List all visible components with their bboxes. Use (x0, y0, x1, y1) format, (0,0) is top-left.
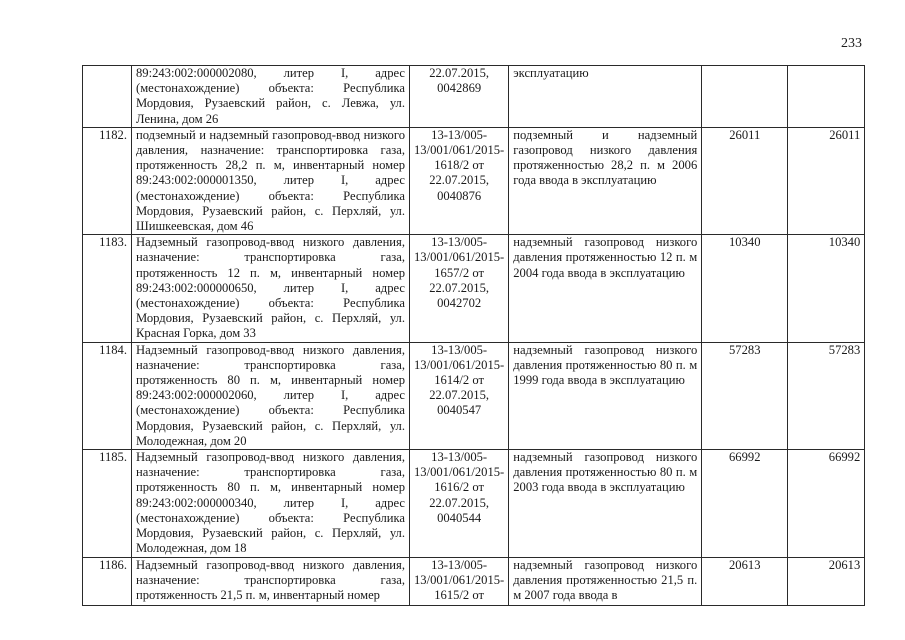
value-text-2: 20613 (828, 557, 861, 572)
object-description: 89:243:002:000002080, литер I, адрес (местонахождение) объекта: Республика Мордовия, Рузаевский район, с. Левжа, ул. Ленина, дом 26 (132, 66, 410, 128)
object-description-text: Надземный газопровод-ввод низкого давления, назначение: транспортировка газа, протяженность 21,5 п. м, инвентарный номер (136, 557, 405, 602)
object-characteristics: надземный газопровод низкого давления протяженностью 80 п. м 1999 года ввода в эксплуатацию (509, 342, 702, 449)
row-number: 1182. (83, 127, 132, 234)
registration-record: 13-13/005-13/001/061/2015-1616/2 от 22.07.2015, 0040544 (410, 450, 509, 557)
table-row (83, 450, 865, 557)
value-cell: 66992 (702, 450, 788, 557)
table-row (83, 66, 865, 128)
value-cell-2: 10340 (788, 235, 865, 342)
value-cell-2: 26011 (788, 127, 865, 234)
table-row (83, 342, 865, 449)
object-description: Надземный газопровод-ввод низкого давления, назначение: транспортировка газа, протяженность 80 п. м, инвентарный номер 89:243:002:000002060, литер I, адрес (местонахождение) объекта: Республика Мордовия, Рузаевский район, с. Перхляй, ул. Молодежная, дом 20 (132, 342, 410, 449)
object-characteristics: подземный и надземный газопровод низкого давления протяженностью 28,2 п. м 2006 года ввода в эксплуатацию (509, 127, 702, 234)
value-cell (702, 66, 788, 128)
value-cell: 26011 (702, 127, 788, 234)
object-characteristics: надземный газопровод низкого давления протяженностью 80 п. м 2003 года ввода в эксплуатацию (509, 450, 702, 557)
row-number (83, 557, 132, 605)
registration-record-text: 13-13/005-13/001/061/2015-1615/2 от (414, 557, 505, 602)
object-characteristics-text: надземный газопровод низкого давления протяженностью 21,5 п. м 2007 года ввода в (513, 557, 698, 602)
registry-table (82, 65, 865, 606)
value-cell (702, 557, 788, 605)
table-row (83, 557, 865, 605)
value-cell: 57283 (702, 342, 788, 449)
object-characteristics: эксплуатацию (509, 66, 702, 128)
row-number (83, 66, 132, 128)
value-cell-2: 66992 (788, 450, 865, 557)
row-number: 1183. (83, 235, 132, 342)
registration-record: 13-13/005-13/001/061/2015-1614/2 от 22.07.2015, 0040547 (410, 342, 509, 449)
value-cell-2: 57283 (788, 342, 865, 449)
registration-record: 13-13/005-13/001/061/2015-1618/2 от 22.07.2015, 0040876 (410, 127, 509, 234)
row-number: 1184. (83, 342, 132, 449)
registration-record (410, 557, 509, 605)
object-characteristics (509, 557, 702, 605)
registration-record: 22.07.2015, 0042869 (410, 66, 509, 128)
value-text: 20613 (729, 557, 761, 572)
object-description (132, 557, 410, 605)
table-row (83, 127, 865, 234)
value-cell: 10340 (702, 235, 788, 342)
object-description: подземный и надземный газопровод-ввод низкого давления, назначение: транспортировка газа, протяженность 28,2 п. м, инвентарный номер 89:243:002:000001350, литер I, адрес (местонахождение) объекта: Республика Мордовия, Рузаевский район, с. Перхляй, ул. Шишкеевская, дом 46 (132, 127, 410, 234)
object-characteristics: надземный газопровод низкого давления протяженностью 12 п. м 2004 года ввода в эксплуатацию (509, 235, 702, 342)
object-description: Надземный газопровод-ввод низкого давления, назначение: транспортировка газа, протяженность 80 п. м, инвентарный номер 89:243:002:000000340, литер I, адрес (местонахождение) объекта: Республика Мордовия, Рузаевский район, с. Перхляй, ул. Молодежная, дом 18 (132, 450, 410, 557)
row-number-text: 1186. (99, 557, 127, 572)
registration-record: 13-13/005-13/001/061/2015-1657/2 от 22.07.2015, 0042702 (410, 235, 509, 342)
value-cell-2 (788, 557, 865, 605)
row-number: 1185. (83, 450, 132, 557)
table-row (83, 235, 865, 342)
value-cell-2 (788, 66, 865, 128)
object-description: Надземный газопровод-ввод низкого давления, назначение: транспортировка газа, протяженность 12 п. м, инвентарный номер 89:243:002:000000650, литер I, адрес (местонахождение) объекта: Республика Мордовия, Рузаевский район, с. Перхляй, ул. Красная Горка, дом 33 (132, 235, 410, 342)
page-number: 233 (841, 36, 862, 51)
